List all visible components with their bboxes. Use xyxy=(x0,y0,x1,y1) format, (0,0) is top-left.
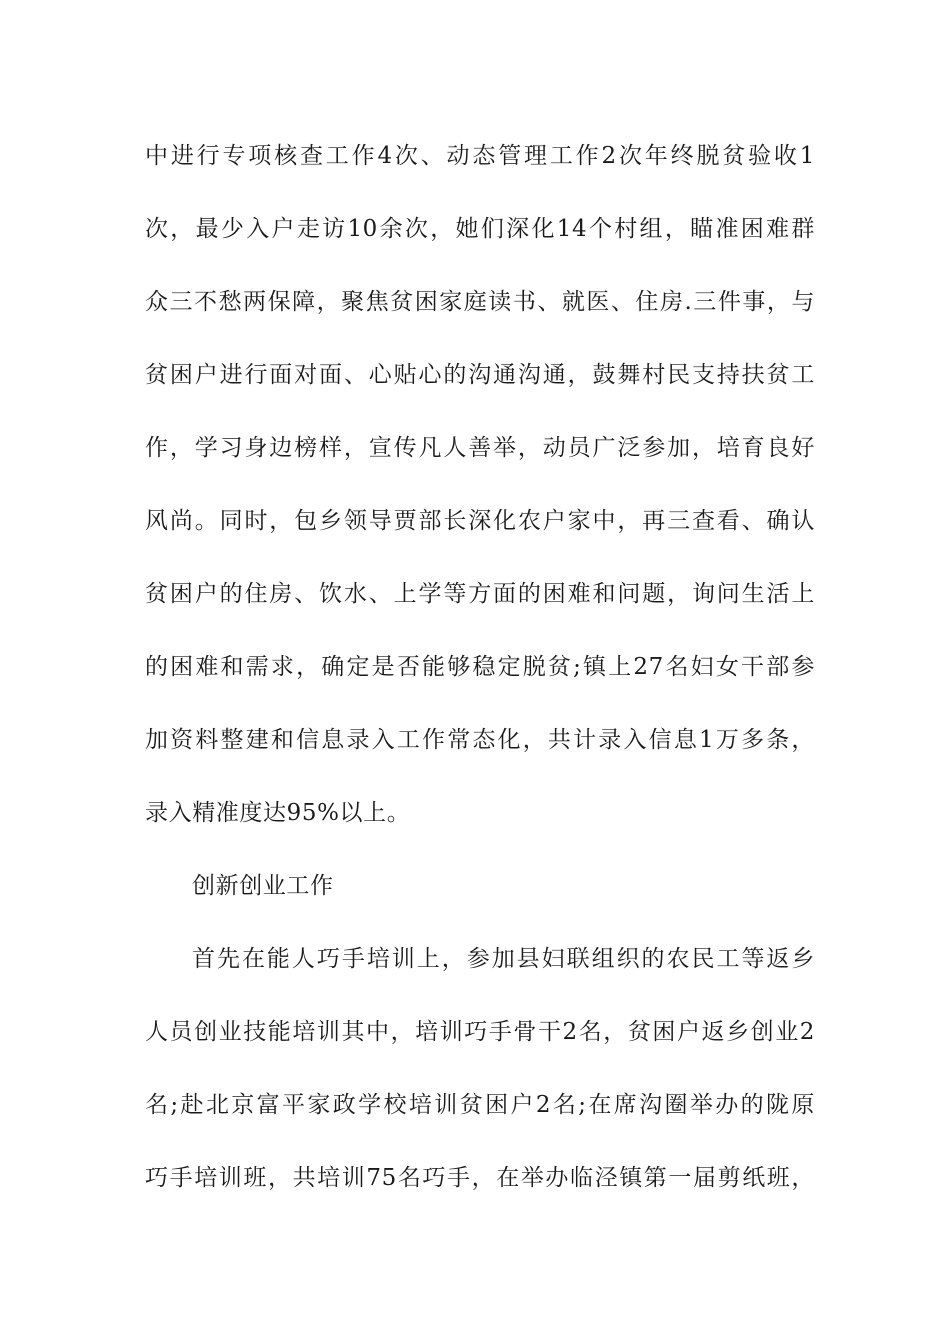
body-text-line: 录入精准度达95%以上。 xyxy=(145,800,411,826)
body-text-line: 中进行专项核查工作4次、动态管理工作2次年终脱贫验收1 xyxy=(145,143,815,169)
body-text-line: 名;赴北京富平家政学校培训贫困户2名;在席沟圈举办的陇原 xyxy=(145,1092,815,1118)
body-text-line: 人员创业技能培训其中，培训巧手骨干2名，贫困户返乡创业2 xyxy=(145,1019,815,1045)
section-heading: 创新创业工作 xyxy=(192,873,334,899)
body-text-line: 贫困户的住房、饮水、上学等方面的困难和问题，询问生活上 xyxy=(145,581,815,607)
body-text-line: 众三不愁两保障，聚焦贫困家庭读书、就医、住房.三件事，与 xyxy=(145,289,815,315)
body-text-line: 的困难和需求，确定是否能够稳定脱贫;镇上27名妇女干部参 xyxy=(145,654,815,680)
body-text-line: 次，最少入户走访10余次，她们深化14个村组，瞄准困难群 xyxy=(145,216,815,242)
body-text-line: 巧手培训班，共培训75名巧手，在举办临泾镇第一届剪纸班， xyxy=(145,1165,815,1191)
body-text-line: 风尚。同时，包乡领导贾部长深化农户家中，再三查看、确认 xyxy=(145,508,815,534)
body-text-line: 加资料整建和信息录入工作常态化，共计录入信息1万多条， xyxy=(145,727,815,753)
body-text-line: 作，学习身边榜样，宣传凡人善举，动员广泛参加，培育良好 xyxy=(145,435,815,461)
body-text-line: 首先在能人巧手培训上，参加县妇联组织的农民工等返乡 xyxy=(192,946,815,972)
body-text-line: 贫困户进行面对面、心贴心的沟通沟通，鼓舞村民支持扶贫工 xyxy=(145,362,815,388)
